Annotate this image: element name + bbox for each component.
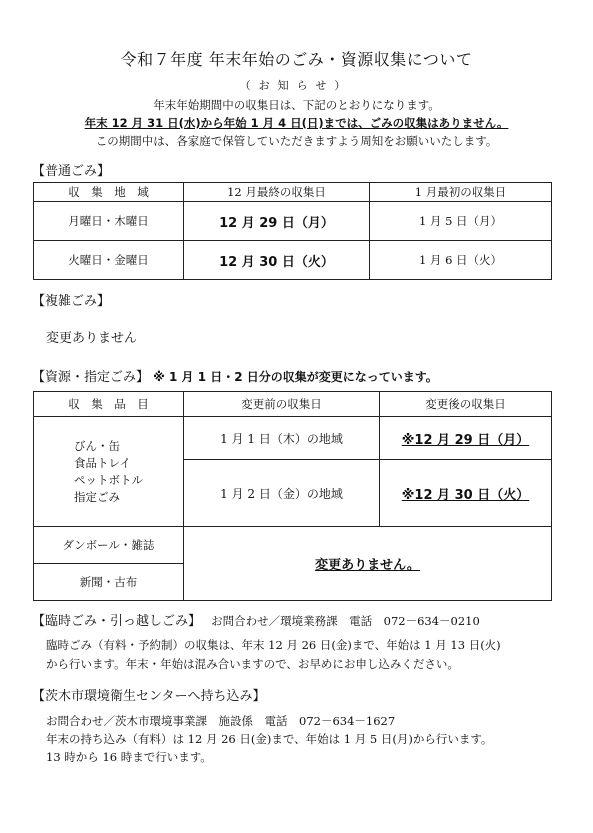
rinji-heading: 【臨時ごみ・引っ越しごみ】 [32,614,202,629]
center-line-2: 13 時から 16 時まで行います。 [46,750,212,764]
shigen-after-2: ※12 月 30 日（火） [380,460,552,527]
shigen-header-item: 収 集 品 目 [34,392,184,417]
rinji-line-1: 臨時ごみ（有料・予約制）の収集は、年末 12 月 26 日(金)まで、年始は 1 月 13 日(火) [46,638,501,652]
shigen-table [33,391,552,601]
futsu-header-first: 1 月最初の収集日 [370,183,552,202]
intro-line-2-wrap [0,115,593,131]
futsu-table [33,182,552,280]
shigen-heading-wrap [32,366,438,385]
list-item: 指定ごみ [74,489,120,504]
intro-line-1: 年末年始期間中の収集日は、下記のとおりになります。 [153,98,440,112]
futsu-header-area: 収 集 地 域 [34,183,184,202]
fukuzatsu-heading: 【複雑ごみ】 [32,294,111,309]
list-item: ペットボトル [74,472,143,487]
rinji-heading-wrap [32,610,480,629]
shigen-after-1: ※12 月 29 日（月） [380,417,552,460]
table-row [34,241,552,280]
futsu-first-2: 1 月 6 日（火） [370,241,552,280]
notice-label: （お知らせ） [239,79,354,92]
center-heading: 【茨木市環境衛生センターへ持ち込み】 [32,689,266,704]
page-title: 令和７年度 年末年始のごみ・資源収集について [120,50,473,69]
no-collection-notice: 年末 12 月 31 日(水)から年始 1 月 4 日(日)までは、ごみの収集はありません。 [84,116,509,130]
shigen-before-1: 1 月 1 日（木）の地域 [184,417,380,460]
center-line-1: 年末の持ち込み（有料）は 12 月 26 日(金)まで、年始は 1 月 5 日(月)から行います。 [46,732,493,746]
futsu-area-1: 月曜日・木曜日 [34,202,184,241]
shigen-before-2: 1 月 2 日（金）の地域 [184,460,380,527]
table-row [34,202,552,241]
rinji-contact: お問合わせ／環境業務課 電話 072－634－0210 [211,614,480,628]
list-item: 食品トレイ [74,455,131,470]
shigen-items [34,417,184,527]
futsu-last-2: 12 月 30 日（火） [184,241,370,280]
intro-line-3: この期間中は、各家庭で保管していただきますよう周知をお願いいたします。 [95,134,498,148]
shigen-header-before: 変更前の収集日 [184,392,380,417]
shigen-no-change: 変更ありません。 [184,527,552,601]
futsu-first-1: 1 月 5 日（月） [370,202,552,241]
shigen-note: ※ 1 月 1 日・2 日分の収集が変更になっています。 [153,370,438,384]
futsu-last-1: 12 月 29 日（月） [184,202,370,241]
rinji-line-2: から行います。年末・年始は混み合いますので、お早めにお申し込みください。 [46,657,459,671]
shigen-header-after: 変更後の収集日 [380,392,552,417]
center-contact: お問合わせ／茨木市環境事業課 施設係 電話 072－634－1627 [46,714,396,728]
shigen-other-2: 新聞・古布 [34,564,184,601]
futsu-header-last: 12 月最終の収集日 [184,183,370,202]
fukuzatsu-text: 変更ありません [46,331,138,346]
futsu-area-2: 火曜日・金曜日 [34,241,184,280]
futsu-heading: 【普通ごみ】 [32,164,111,179]
shigen-heading: 【資源・指定ごみ】 [32,370,150,385]
shigen-other-1: ダンボール・雑誌 [34,527,184,564]
list-item: びん・缶 [74,438,120,453]
